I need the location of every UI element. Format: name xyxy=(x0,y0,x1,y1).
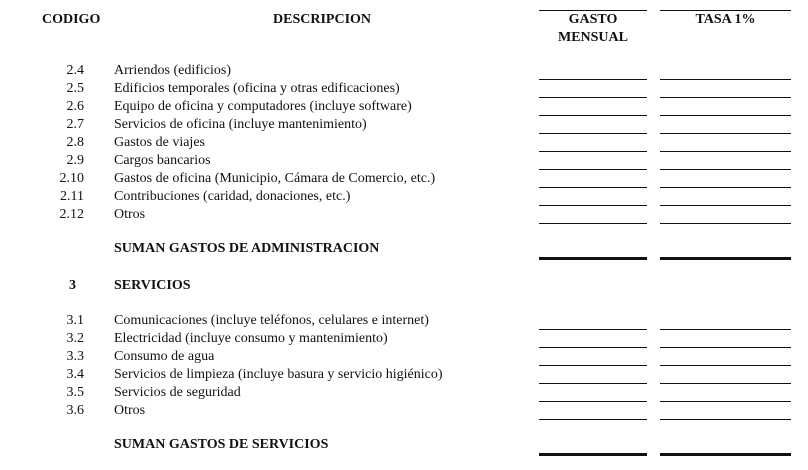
serv-row-tasa-entry-line xyxy=(660,347,791,348)
admin-row-code: 2.6 xyxy=(66,99,84,114)
serv-total-label: SUMAN GASTOS DE SERVICIOS xyxy=(114,437,329,452)
admin-row-description: Contribuciones (caridad, donaciones, etc.) xyxy=(114,189,351,204)
serv-total-tasa-line xyxy=(660,453,791,456)
serv-row-code: 3.1 xyxy=(66,313,84,328)
serv-row-tasa-entry-line xyxy=(660,383,791,384)
admin-row-code: 2.8 xyxy=(66,135,84,150)
admin-row-tasa-entry-line xyxy=(660,133,791,134)
admin-row-gasto-entry-line xyxy=(539,205,647,206)
admin-row-gasto-entry-line xyxy=(539,97,647,98)
serv-row-gasto-entry-line xyxy=(539,329,647,330)
serv-row-code: 3.5 xyxy=(66,385,84,400)
admin-row-tasa-entry-line xyxy=(660,97,791,98)
serv-row-gasto-entry-line xyxy=(539,365,647,366)
serv-row-description: Servicios de limpieza (incluye basura y servicio higiénico) xyxy=(114,367,443,382)
admin-row-gasto-entry-line xyxy=(539,187,647,188)
admin-row-tasa-entry-line xyxy=(660,187,791,188)
admin-row-tasa-entry-line xyxy=(660,223,791,224)
admin-row-gasto-entry-line xyxy=(539,151,647,152)
serv-row-description: Servicios de seguridad xyxy=(114,385,241,400)
gasto-header-rule xyxy=(539,10,647,11)
serv-row-tasa-entry-line xyxy=(660,419,791,420)
serv-row-description: Consumo de agua xyxy=(114,349,215,364)
serv-total-gasto-line xyxy=(539,453,647,456)
serv-row-gasto-entry-line xyxy=(539,383,647,384)
admin-row-tasa-entry-line xyxy=(660,151,791,152)
admin-row-code: 2.11 xyxy=(60,189,84,204)
admin-row-description: Cargos bancarios xyxy=(114,153,211,168)
admin-row-code: 2.4 xyxy=(66,63,84,78)
section3-title: SERVICIOS xyxy=(114,278,191,293)
header-tasa: TASA 1% xyxy=(695,12,756,27)
serv-row-gasto-entry-line xyxy=(539,347,647,348)
serv-row-gasto-entry-line xyxy=(539,419,647,420)
serv-row-tasa-entry-line xyxy=(660,329,791,330)
admin-row-description: Arriendos (edificios) xyxy=(114,63,232,78)
admin-total-label: SUMAN GASTOS DE ADMINISTRACION xyxy=(114,241,380,256)
header-codigo: CODIGO xyxy=(42,12,101,27)
admin-row-description: Edificios temporales (oficina y otras edificaciones) xyxy=(114,81,400,96)
serv-row-description: Comunicaciones (incluye teléfonos, celulares e internet) xyxy=(114,313,429,328)
tasa-header-rule xyxy=(660,10,791,11)
admin-row-gasto-entry-line xyxy=(539,223,647,224)
admin-row-tasa-entry-line xyxy=(660,115,791,116)
header-mensual: MENSUAL xyxy=(557,30,628,45)
serv-row-code: 3.2 xyxy=(66,331,84,346)
serv-row-description: Electricidad (incluye consumo y mantenimiento) xyxy=(114,331,388,346)
admin-row-description: Gastos de viajes xyxy=(114,135,205,150)
admin-row-code: 2.10 xyxy=(59,171,84,186)
admin-row-tasa-entry-line xyxy=(660,205,791,206)
admin-row-description: Servicios de oficina (incluye mantenimiento) xyxy=(114,117,367,132)
admin-row-code: 2.9 xyxy=(66,153,84,168)
serv-row-tasa-entry-line xyxy=(660,401,791,402)
admin-row-code: 2.12 xyxy=(59,207,84,222)
admin-row-gasto-entry-line xyxy=(539,79,647,80)
admin-row-description: Gastos de oficina (Municipio, Cámara de Comercio, etc.) xyxy=(114,171,436,186)
admin-row-code: 2.5 xyxy=(66,81,84,96)
admin-row-gasto-entry-line xyxy=(539,169,647,170)
serv-row-code: 3.4 xyxy=(66,367,84,382)
admin-row-description: Otros xyxy=(114,207,146,222)
admin-row-tasa-entry-line xyxy=(660,79,791,80)
admin-row-tasa-entry-line xyxy=(660,169,791,170)
header-descripcion: DESCRIPCION xyxy=(273,12,372,27)
admin-total-tasa-line xyxy=(660,257,791,260)
header-gasto: GASTO xyxy=(568,12,618,27)
admin-row-description: Equipo de oficina y computadores (incluye software) xyxy=(114,99,412,114)
section3-code: 3 xyxy=(69,278,76,293)
serv-row-description: Otros xyxy=(114,403,146,418)
admin-row-code: 2.7 xyxy=(66,117,84,132)
serv-row-gasto-entry-line xyxy=(539,401,647,402)
admin-row-gasto-entry-line xyxy=(539,133,647,134)
admin-total-gasto-line xyxy=(539,257,647,260)
serv-row-code: 3.6 xyxy=(66,403,84,418)
admin-row-gasto-entry-line xyxy=(539,115,647,116)
serv-row-tasa-entry-line xyxy=(660,365,791,366)
serv-row-code: 3.3 xyxy=(66,349,84,364)
